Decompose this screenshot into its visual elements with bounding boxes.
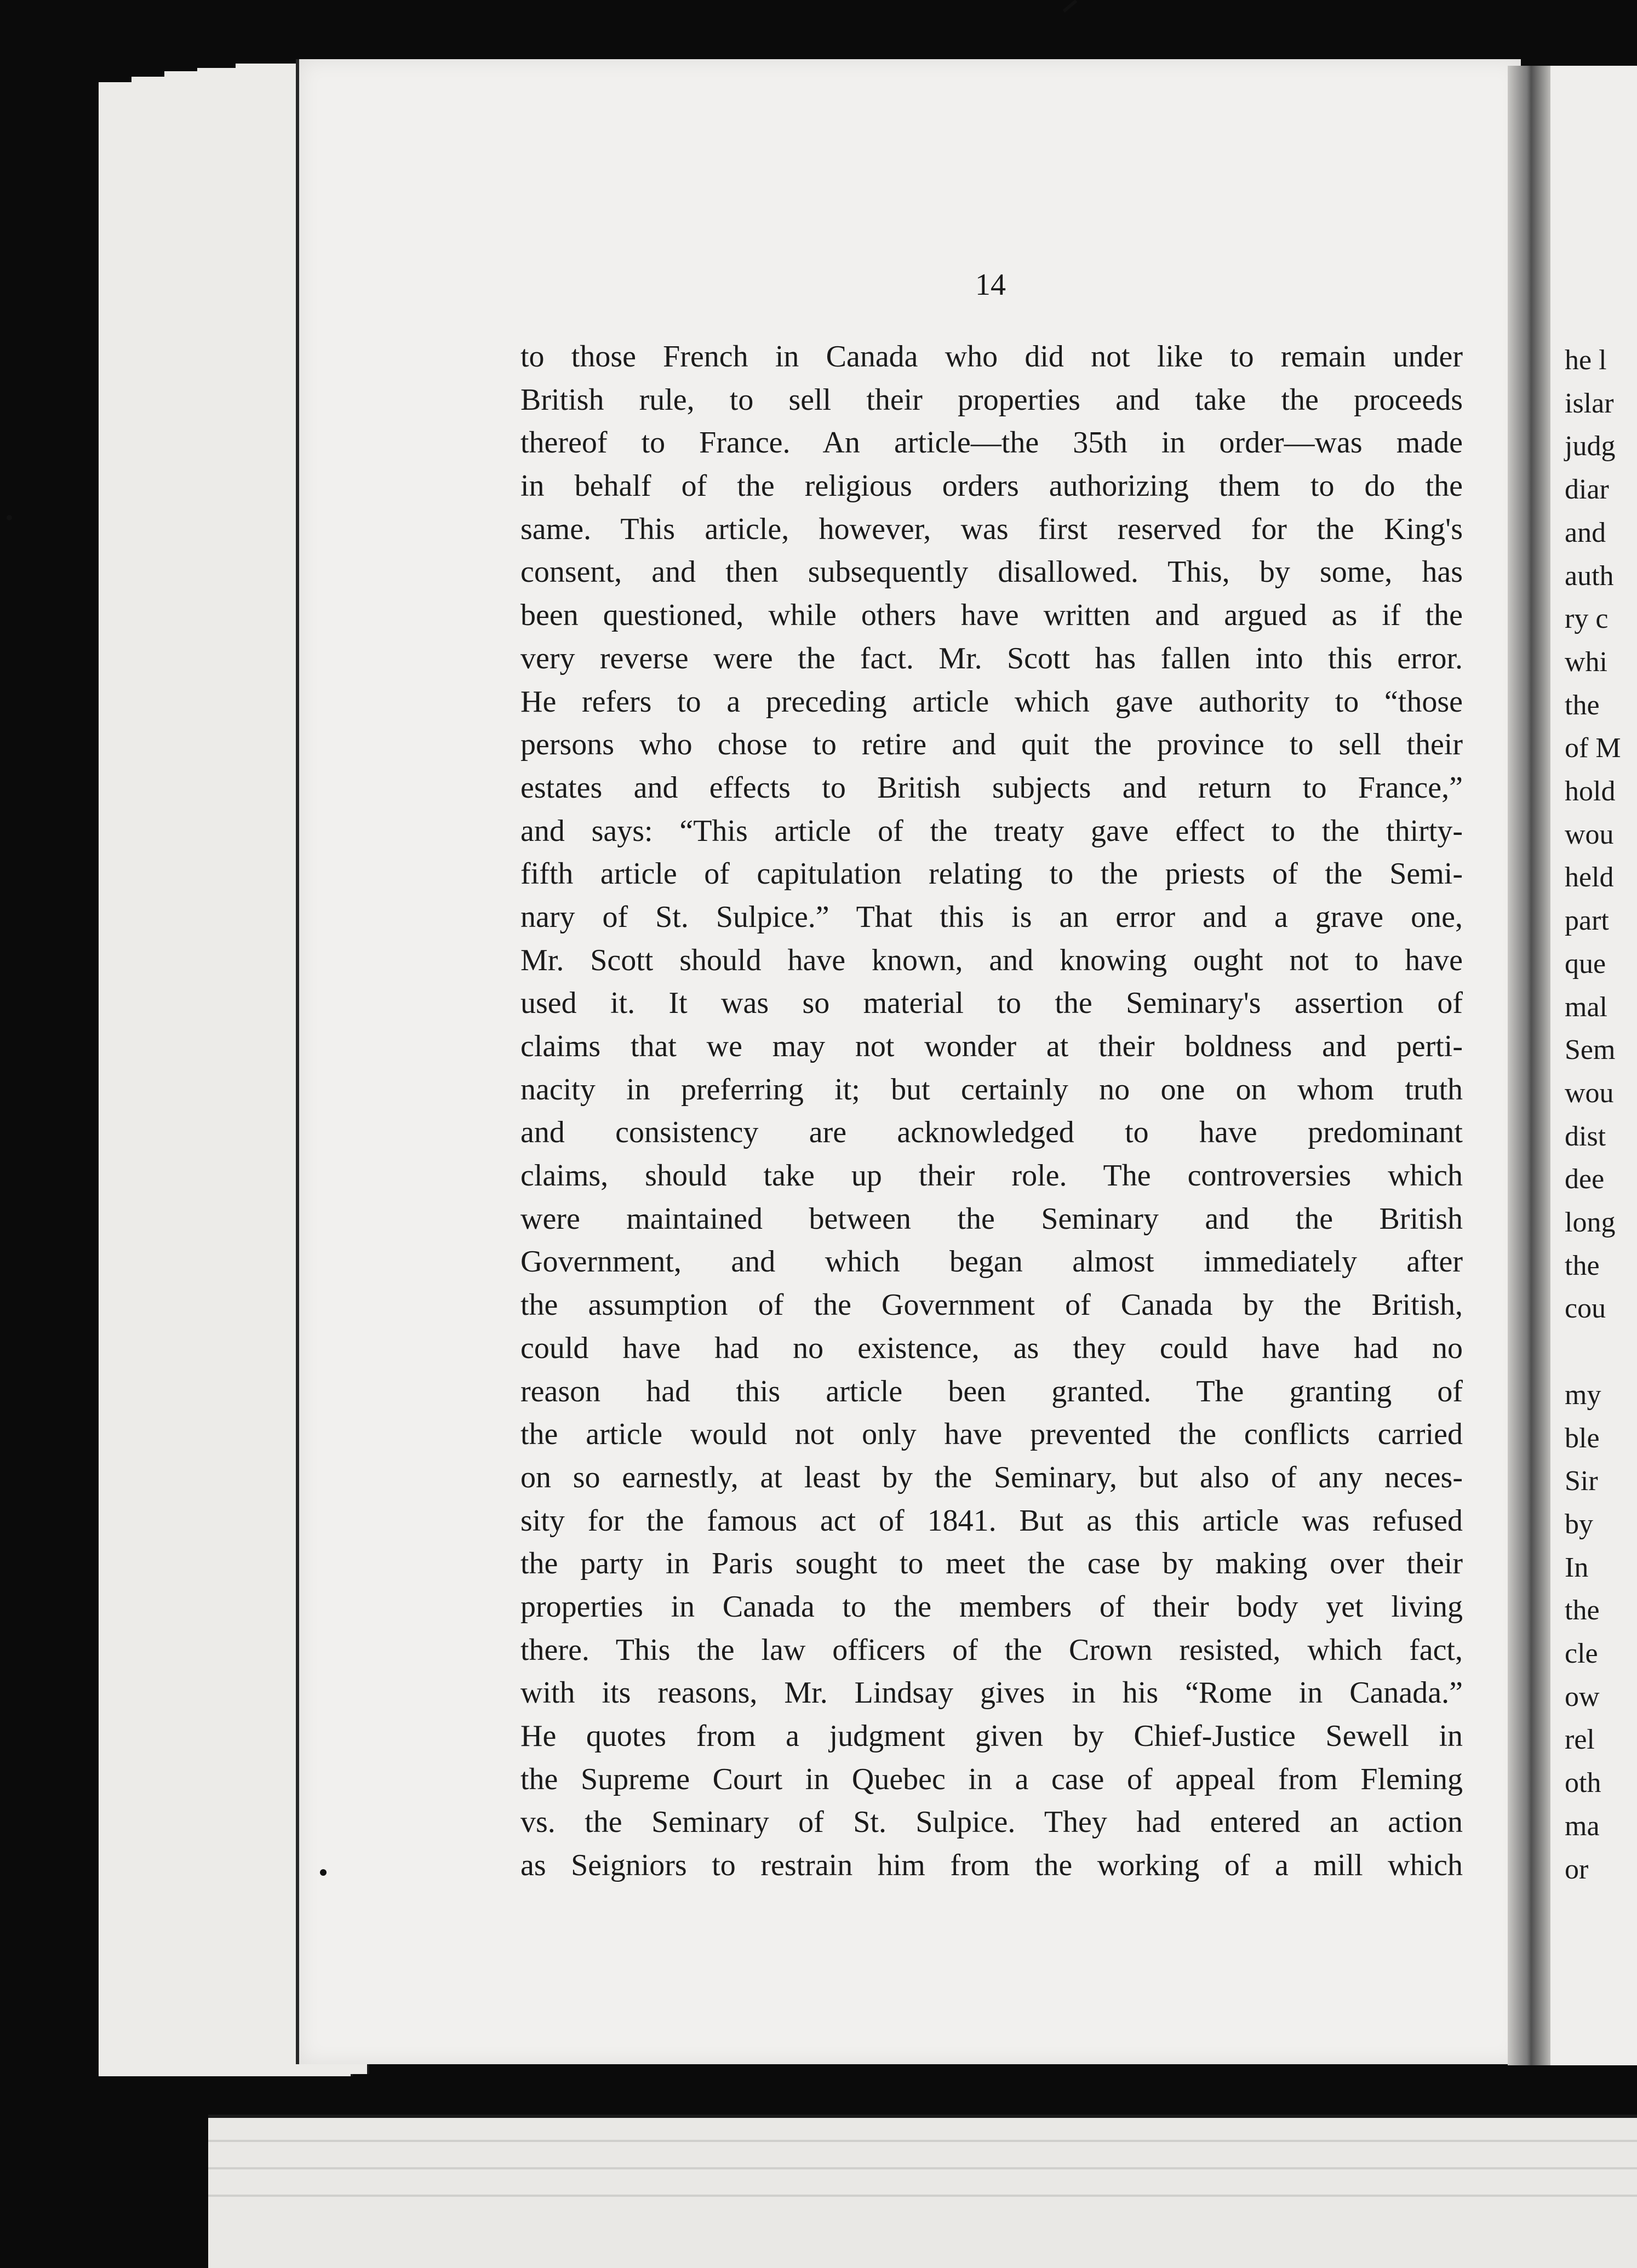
text-line: used it. It was so material to the Seminary's assertion of [520,986,1463,1021]
text-line: could have had no existence, as they could have had no [520,1331,1463,1365]
facing-text-fragment: que [1565,948,1606,980]
facing-text-fragment: or [1565,1853,1589,1885]
text-line: He quotes from a judgment given by Chief-Justice Sewell in [520,1719,1463,1753]
facing-text-fragment: long [1565,1207,1616,1238]
text-line: nacity in preferring it; but certainly no one on whom truth [520,1072,1463,1107]
facing-text-fragment: of M [1565,732,1621,764]
facing-text-fragment: auth [1565,560,1614,592]
facing-text-fragment: by [1565,1508,1593,1540]
text-line: British rule, to sell their properties and take the proceeds [520,382,1463,417]
text-line: the party in Paris sought to meet the case by making over their [520,1547,1463,1581]
page-number: 14 [975,268,1006,302]
text-line: as Seigniors to restrain him from the working of a mill which [520,1848,1463,1883]
scan-speck [1063,0,1078,13]
text-line: claims, should take up their role. The controversies which [520,1159,1463,1193]
facing-text-fragment: islar [1565,387,1614,419]
text-line: were maintained between the Seminary and the British [520,1201,1463,1236]
facing-text-fragment: hold [1565,776,1616,807]
facing-text-fragment: Sem [1565,1034,1616,1066]
text-line: claims that we may not wonder at their boldness and perti- [520,1029,1463,1063]
text-line: Mr. Scott should have known, and knowing ought not to have [520,943,1463,977]
facing-text-fragment: held [1565,862,1614,894]
text-line: reason had this article been granted. The granting of [520,1374,1463,1408]
facing-text-fragment: he l [1565,345,1607,376]
text-line: vs. the Seminary of St. Sulpice. They had entered an action [520,1805,1463,1840]
facing-text-fragment: part [1565,905,1609,937]
text-line: properties in Canada to the members of their body yet living [520,1589,1463,1624]
text-line: very reverse were the fact. Mr. Scott has fallen into this error. [520,641,1463,675]
text-line: and consistency are acknowledged to have predominant [520,1115,1463,1150]
facing-text-fragment: Sir [1565,1465,1598,1497]
facing-text-fragment: judg [1565,431,1616,462]
facing-text-fragment: mal [1565,991,1607,1023]
facing-text-fragment: my [1565,1379,1601,1411]
text-line: He refers to a preceding article which gave authority to “those [520,684,1463,719]
facing-text-fragment: ble [1565,1422,1600,1454]
facing-text-fragment: diar [1565,474,1609,506]
text-line: in behalf of the religious orders authorizing them to do the [520,469,1463,503]
facing-text-fragment: dist [1565,1120,1606,1152]
text-line: the article would not only have prevented the conflicts carried [520,1417,1463,1452]
facing-text-fragment: the [1565,689,1600,721]
facing-text-fragment: wou [1565,1077,1614,1109]
text-line: been questioned, while others have written and argued as if the [520,598,1463,633]
facing-text-fragment: cle [1565,1638,1598,1669]
text-line: nary of St. Sulpice.” That this is an error and a grave one, [520,900,1463,934]
facing-text-fragment: cou [1565,1293,1606,1325]
book-gutter [1508,66,1550,2065]
facing-text-fragment: ow [1565,1681,1600,1713]
text-line: consent, and then subsequently disallowed. This, by some, has [520,555,1463,589]
text-line: and says: “This article of the treaty gave effect to the thirty- [520,814,1463,848]
text-line: there. This the law officers of the Crown resisted, which fact, [520,1633,1463,1667]
facing-text-fragment: the [1565,1595,1600,1626]
text-line: with its reasons, Mr. Lindsay gives in his “Rome in Canada.” [520,1676,1463,1710]
text-line: the assumption of the Government of Canada by the British, [520,1288,1463,1322]
text-line: to those French in Canada who did not like to remain under [520,340,1463,374]
text-line: fifth article of capitulation relating to the priests of the Semi- [520,857,1463,891]
text-line: estates and effects to British subjects and return to France,” [520,770,1463,805]
body-text [520,335,1463,1887]
facing-text-fragment: and [1565,517,1606,548]
facing-text-fragment: oth [1565,1767,1601,1799]
text-line: thereof to France. An article—the 35th in order—was made [520,426,1463,460]
facing-page [1550,66,1637,2065]
scan-speck [320,1869,327,1876]
facing-text-fragment: the [1565,1250,1600,1281]
facing-text-fragment: wou [1565,818,1614,850]
text-line: on so earnestly, at least by the Seminary, but also of any neces- [520,1460,1463,1494]
facing-text-fragment: ma [1565,1810,1600,1842]
text-line: the Supreme Court in Quebec in a case of appeal from Fleming [520,1762,1463,1796]
facing-text-fragment: dee [1565,1164,1605,1195]
facing-text-fragment: In [1565,1551,1589,1583]
text-line: persons who chose to retire and quit the province to sell their [520,728,1463,762]
scan-speck [7,515,12,520]
facing-text-fragment: rel [1565,1724,1595,1756]
text-line: Government, and which began almost immediately after [520,1245,1463,1279]
facing-text-fragment: whi [1565,646,1607,678]
text-line: sity for the famous act of 1841. But as this article was refused [520,1503,1463,1538]
facing-text-fragment: ry c [1565,603,1609,635]
bottom-page-leaf [208,2115,1637,2268]
text-line: same. This article, however, was first reserved for the King's [520,512,1463,546]
